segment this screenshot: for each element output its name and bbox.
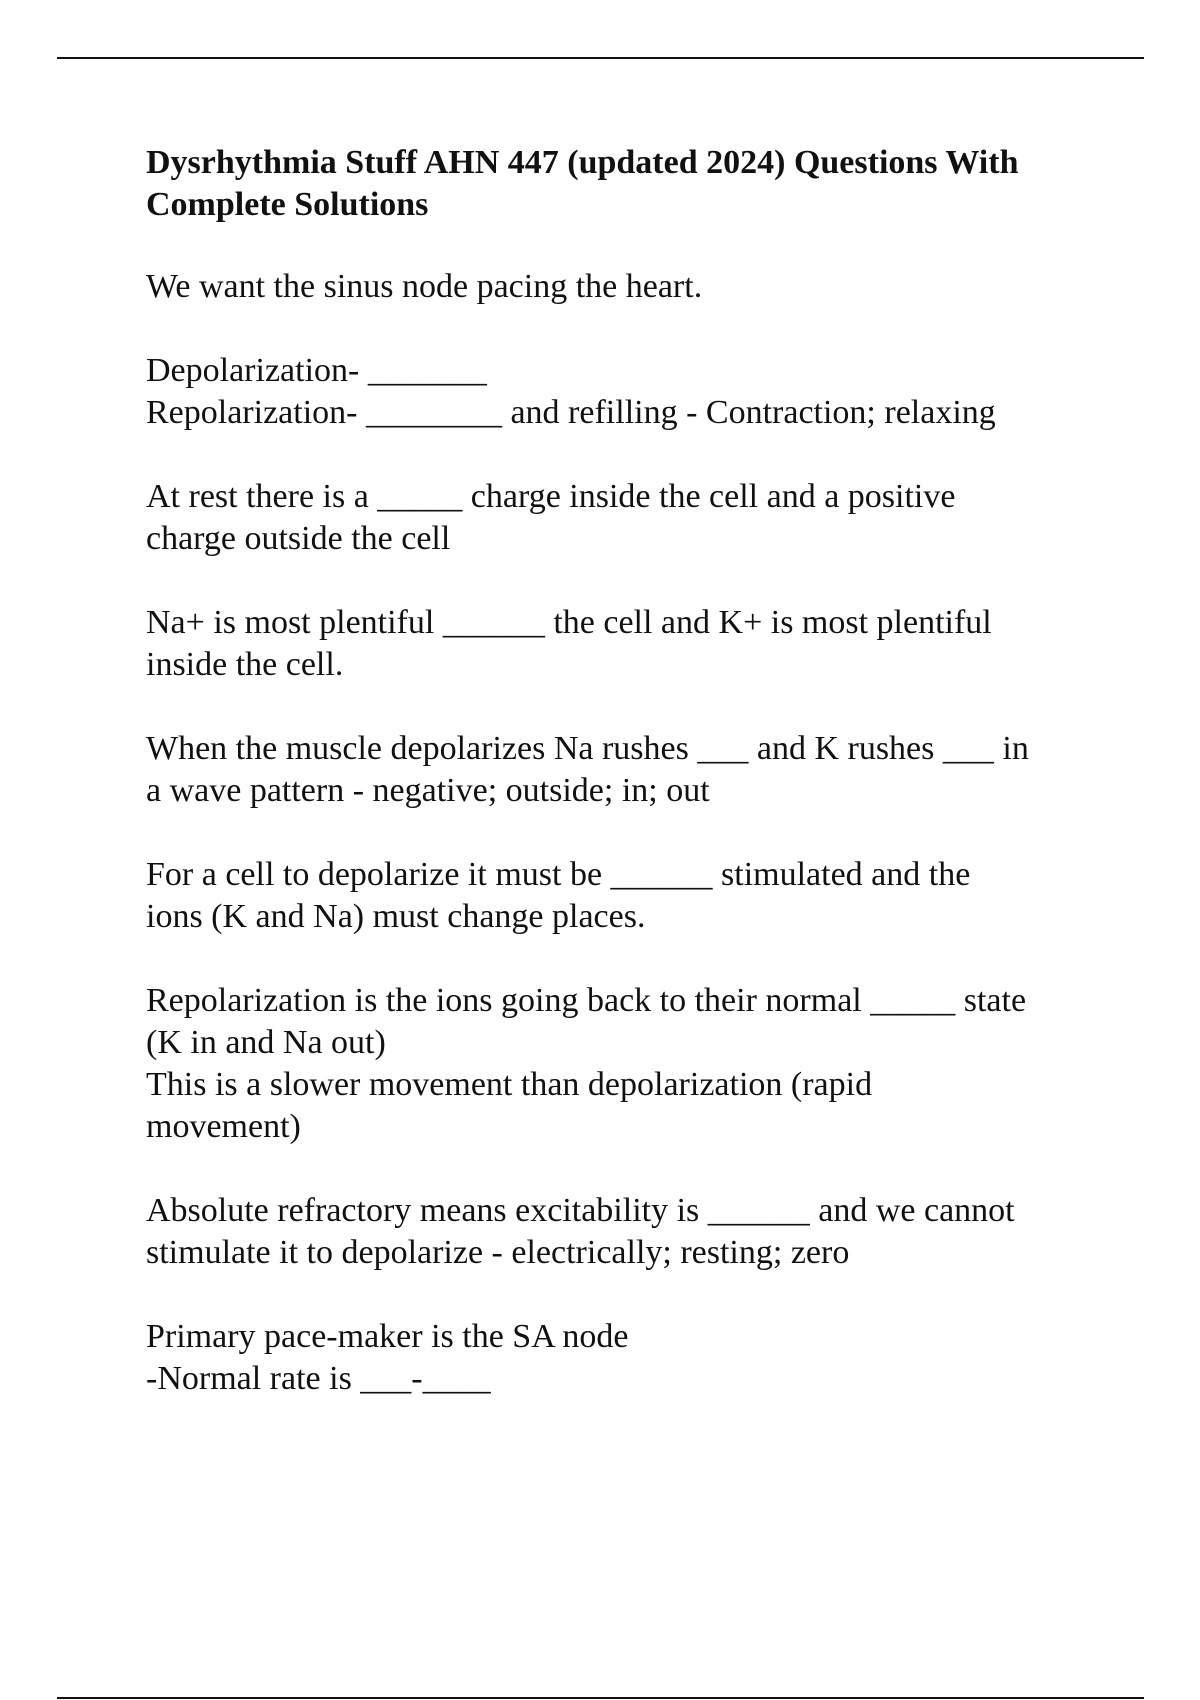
top-rule [57,57,1144,59]
title-line: Dysrhythmia Stuff AHN 447 (updated 2024) Questions With [146,144,1019,181]
question-paragraph [146,602,1106,686]
paragraph-line: -Normal rate is ___-____ [146,1360,491,1397]
paragraph-line: We want the sinus node pacing the heart. [146,268,703,305]
question-paragraph [146,980,1106,1148]
document-body [146,142,1106,1442]
paragraph-line: At rest there is a _____ charge inside the cell and a positive [146,478,956,515]
paragraph-line: (K in and Na out) [146,1024,386,1061]
question-paragraph [146,854,1106,938]
paragraph-line: For a cell to depolarize it must be ______ stimulated and the [146,856,971,893]
document-title [146,142,1106,226]
title-line: Complete Solutions [146,186,429,223]
paragraph-line: Repolarization is the ions going back to their normal _____ state [146,982,1027,1019]
paragraph-line: Repolarization- ________ and refilling - Contraction; relaxing [146,394,996,431]
paragraph-line: charge outside the cell [146,520,451,557]
question-paragraph [146,1190,1106,1274]
question-paragraph [146,1316,1106,1400]
paragraph-line: ions (K and Na) must change places. [146,898,646,935]
paragraph-line: Depolarization- _______ [146,352,487,389]
paragraph-line: stimulate it to depolarize - electrically; resting; zero [146,1234,850,1271]
paragraph-line: a wave pattern - negative; outside; in; out [146,772,710,809]
question-paragraph [146,350,1106,434]
question-paragraph [146,266,1106,308]
paragraph-line: This is a slower movement than depolarization (rapid [146,1066,873,1103]
question-paragraph [146,476,1106,560]
bottom-rule [57,1697,1144,1699]
paragraph-line: When the muscle depolarizes Na rushes ___ and K rushes ___ in [146,730,1029,767]
question-paragraph [146,728,1106,812]
paragraph-line: Na+ is most plentiful ______ the cell and K+ is most plentiful [146,604,992,641]
paragraph-line: Primary pace-maker is the SA node [146,1318,629,1355]
paragraph-line: movement) [146,1108,301,1145]
paragraph-line: Absolute refractory means excitability is ______ and we cannot [146,1192,1015,1229]
paragraph-line: inside the cell. [146,646,344,683]
